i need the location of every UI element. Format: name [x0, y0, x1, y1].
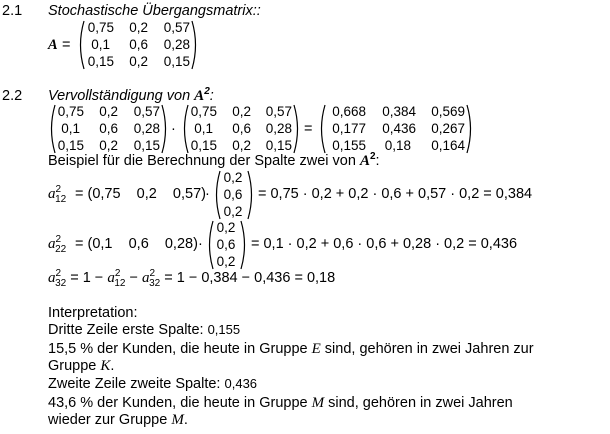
- matrix-cell: 0,28: [265, 121, 292, 136]
- matrix-cell: 0,267: [431, 121, 465, 136]
- matrix-cell: 0,2: [232, 138, 251, 153]
- matrix-cell: 0,1: [61, 121, 80, 136]
- vector-cell: 0,2: [223, 170, 243, 185]
- section-heading-2-2: Vervollständigung von $A^2$:: [48, 86, 214, 104]
- matrix-cell: 0,15: [87, 54, 114, 69]
- right-paren-icon: [190, 20, 200, 70]
- right-paren-icon: [246, 170, 256, 220]
- right-paren-icon: [292, 104, 302, 154]
- matrix-cell: 0,15: [265, 138, 292, 153]
- matrix-cell: 0,2: [232, 104, 251, 119]
- a22-symbol: $a^2_{22}$: [48, 234, 67, 255]
- matrix-cell: 0,6: [129, 37, 148, 52]
- a12-symbol: $a^2_{12}$: [48, 184, 67, 205]
- section-number-2-2: 2.2: [2, 88, 23, 104]
- matrix-cell: 0,569: [431, 104, 465, 119]
- matrix-cell: 0,384: [382, 104, 416, 119]
- matrix-cell: 0,57: [133, 104, 160, 119]
- a12-result: = 0,75 · 0,2 + 0,2 · 0,6 + 0,57 · 0,2 = 0,384: [258, 186, 533, 202]
- multiply-dot: ·: [198, 236, 203, 252]
- matrix-cell: 0,177: [332, 121, 366, 136]
- matrix-cell: 0,18: [384, 138, 411, 153]
- vector-cell: 0,2: [216, 254, 236, 269]
- example-line: Beispiel für die Berechnung der Spalte zwei von $A^2$:: [48, 151, 380, 169]
- interpretation-line-2: 15,5 % der Kunden, die heute in Gruppe E sind, gehören in zwei Jahren zur: [48, 341, 534, 357]
- matrix-cell: 0,57: [163, 20, 190, 35]
- matrix-cell: 0,75: [190, 104, 217, 119]
- interpretation-line-5: 43,6 % der Kunden, die heute in Gruppe M sind, gehören in zwei Jahren: [48, 395, 513, 411]
- matrix-cell: 0,15: [133, 138, 160, 153]
- matrix-cell: 0,75: [57, 104, 84, 119]
- matrix-cell: 0,6: [99, 121, 118, 136]
- multiply-dot: ·: [205, 186, 210, 202]
- interpretation-line-4: Zweite Zeile zweite Spalte: 0,436: [48, 376, 258, 392]
- interpretation-title: Interpretation:: [48, 305, 138, 321]
- a22-row-vector: = (0,1 0,6 0,28): [75, 236, 198, 252]
- matrix-cell: 0,2: [99, 138, 118, 153]
- matrix-cell: 0,155: [332, 138, 366, 153]
- matrix-cell: 0,164: [431, 138, 465, 153]
- vector-cell: 0,6: [216, 237, 236, 252]
- multiply-dot: ·: [171, 121, 176, 137]
- matrix-cell: 0,2: [99, 104, 118, 119]
- equals-sign: =: [62, 37, 71, 53]
- matrix-cell: 0,57: [265, 104, 292, 119]
- right-paren-icon: [160, 104, 170, 154]
- matrix-cell: 0,2: [129, 54, 148, 69]
- matrix-cell: 0,6: [232, 121, 251, 136]
- vector-cell: 0,2: [216, 220, 236, 235]
- interpretation-line-1: Dritte Zeile erste Spalte: 0,155: [48, 322, 241, 338]
- right-paren-icon: [465, 104, 475, 154]
- a12-row-vector: = (0,75 0,2 0,57): [75, 186, 206, 202]
- matrix-cell: 0,15: [190, 138, 217, 153]
- matrix-cell: 0,28: [163, 37, 190, 52]
- matrix-cell: 0,15: [57, 138, 84, 153]
- interpretation-line-6: wieder zur Gruppe M.: [48, 412, 188, 428]
- matrix-cell: 0,1: [91, 37, 110, 52]
- section-number-2-1: 2.1: [2, 3, 23, 19]
- section-heading-2-1: Stochastische Übergangsmatrix::: [48, 3, 261, 19]
- a22-result: = 0,1 · 0,2 + 0,6 · 0,6 + 0,28 · 0,2 = 0,436: [251, 236, 518, 252]
- matrix-label-a: A: [48, 37, 58, 53]
- vector-cell: 0,6: [223, 187, 243, 202]
- matrix-cell: 0,15: [163, 54, 190, 69]
- interpretation-line-3: Gruppe K.: [48, 358, 115, 374]
- matrix-cell: 0,28: [133, 121, 160, 136]
- matrix-cell: 0,75: [87, 20, 114, 35]
- matrix-cell: 0,1: [194, 121, 213, 136]
- right-paren-icon: [239, 220, 249, 270]
- equals-sign: =: [304, 121, 313, 137]
- matrix-cell: 0,668: [332, 104, 366, 119]
- a32-equation: $a^2_{32} = 1 - a^2_{12} - a^2_{32} = 1 - 0,384 - 0,436 = 0,18$: [48, 268, 336, 289]
- matrix-cell: 0,436: [382, 121, 416, 136]
- matrix-cell: 0,2: [129, 20, 148, 35]
- vector-cell: 0,2: [223, 204, 243, 219]
